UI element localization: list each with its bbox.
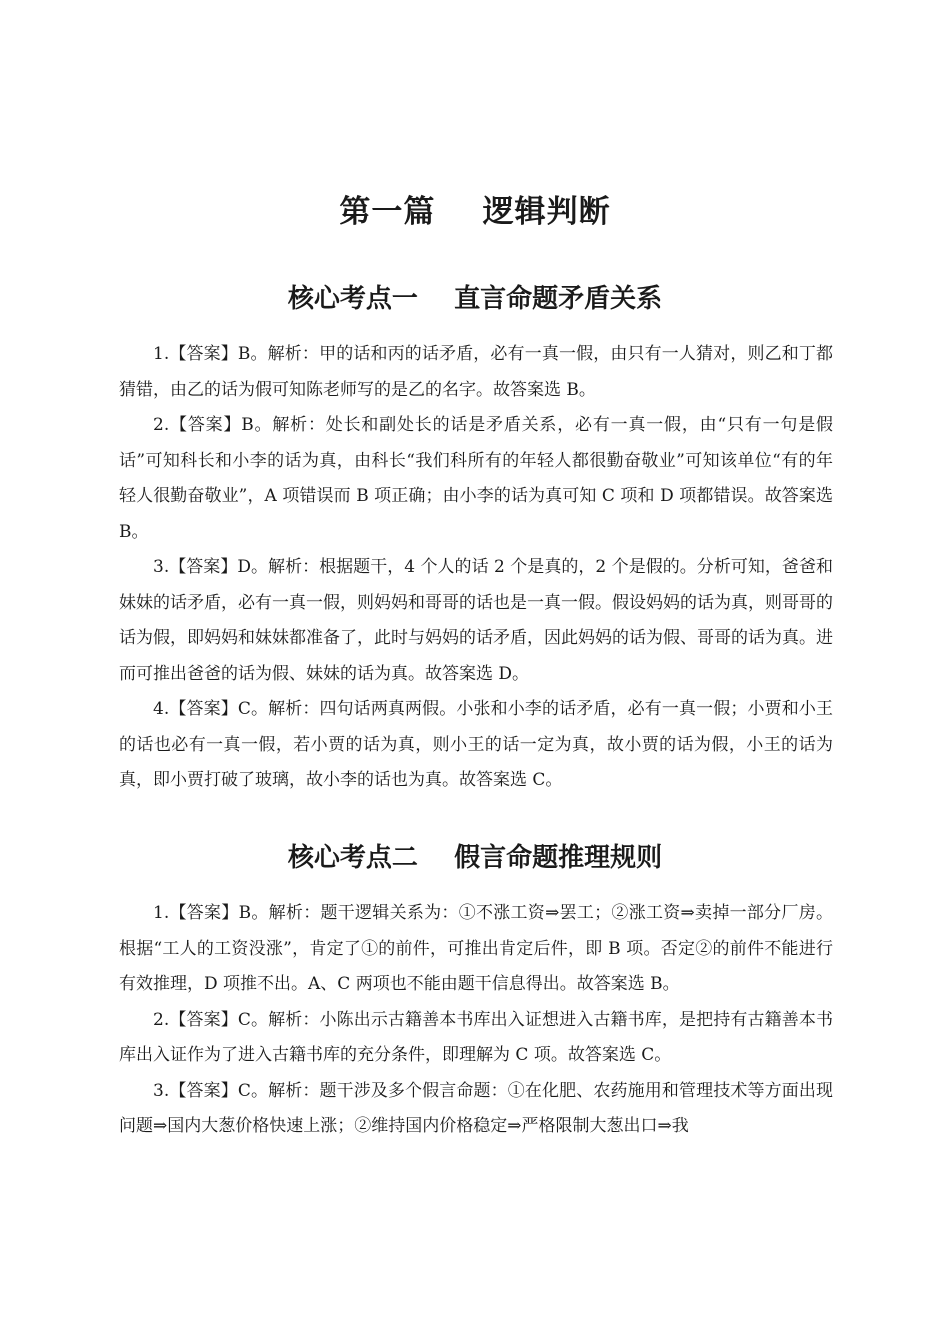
chapter-title: 第一篇 逻辑判断 — [339, 194, 611, 230]
section-title-core-point-1: 核心考点一 直言命题矛盾关系 — [287, 284, 663, 314]
answer-item-2-3: 3.【答案】C。解析：题干涉及多个假言命题：①在化肥、农药施用和管理技术等方面出现问题⇒国内大葱价格快速上涨；②维持国内价格稳定⇒严格限制大葱出口⇒我 — [119, 1080, 833, 1136]
answer-item-2-1: 1.【答案】B。解析：题干逻辑关系为：①不涨工资⇒罢工；②涨工资⇒卖掉一部分厂房。根据“工人的工资没涨”，肯定了①的前件，可推出肯定后件，即 B 项。否定②的前件不能进行有效推理，D 项推不出。A、C 两项也不能由题干信息得出。故答案选 B。 — [119, 903, 833, 994]
answer-item-1-4: 4.【答案】C。解析：四句话两真两假。小张和小李的话矛盾，必有一真一假；小贾和小王的话也必有一真一假，若小贾的话为真，则小王的话一定为真，故小贾的话为假，小王的话为真，即小贾打破了玻璃，故小李的话也为真。故答案选 C。 — [119, 699, 833, 790]
section-title-core-point-2: 核心考点二 假言命题推理规则 — [287, 843, 663, 873]
answer-list-section-2 — [119, 896, 833, 1145]
answer-item-1-2: 2.【答案】B。解析：处长和副处长的话是矛盾关系，必有一真一假，由“只有一句是假话”可知科长和小李的话为真，由科长“我们科所有的年轻人都很勤奋敬业”可知该单位“有的年轻人很勤奋敬业”，A 项错误而 B 项正确；由小李的话为真可知 C 项和 D 项都错误。故答案选 B。 — [119, 415, 833, 542]
answer-item-2-2: 2.【答案】C。解析：小陈出示古籍善本书库出入证想进入古籍书库，是把持有古籍善本书库出入证作为了进入古籍书库的充分条件，即理解为 C 项。故答案选 C。 — [119, 1009, 833, 1065]
answer-list-section-1 — [119, 337, 833, 799]
answer-item-1-1: 1.【答案】B。解析：甲的话和丙的话矛盾，必有一真一假，由只有一人猜对，则乙和丁都猜错，由乙的话为假可知陈老师写的是乙的名字。故答案选 B。 — [119, 344, 833, 400]
answer-item-1-3: 3.【答案】D。解析：根据题干，4 个人的话 2 个是真的，2 个是假的。分析可知，爸爸和妹妹的话矛盾，必有一真一假，则妈妈和哥哥的话也是一真一假。假设妈妈的话为真，则哥哥的话为假，即妈妈和妹妹都准备了，此时与妈妈的话矛盾，因此妈妈的话为假、哥哥的话为真。进而可推出爸爸的话为假、妹妹的话为真。故答案选 D。 — [119, 557, 833, 684]
